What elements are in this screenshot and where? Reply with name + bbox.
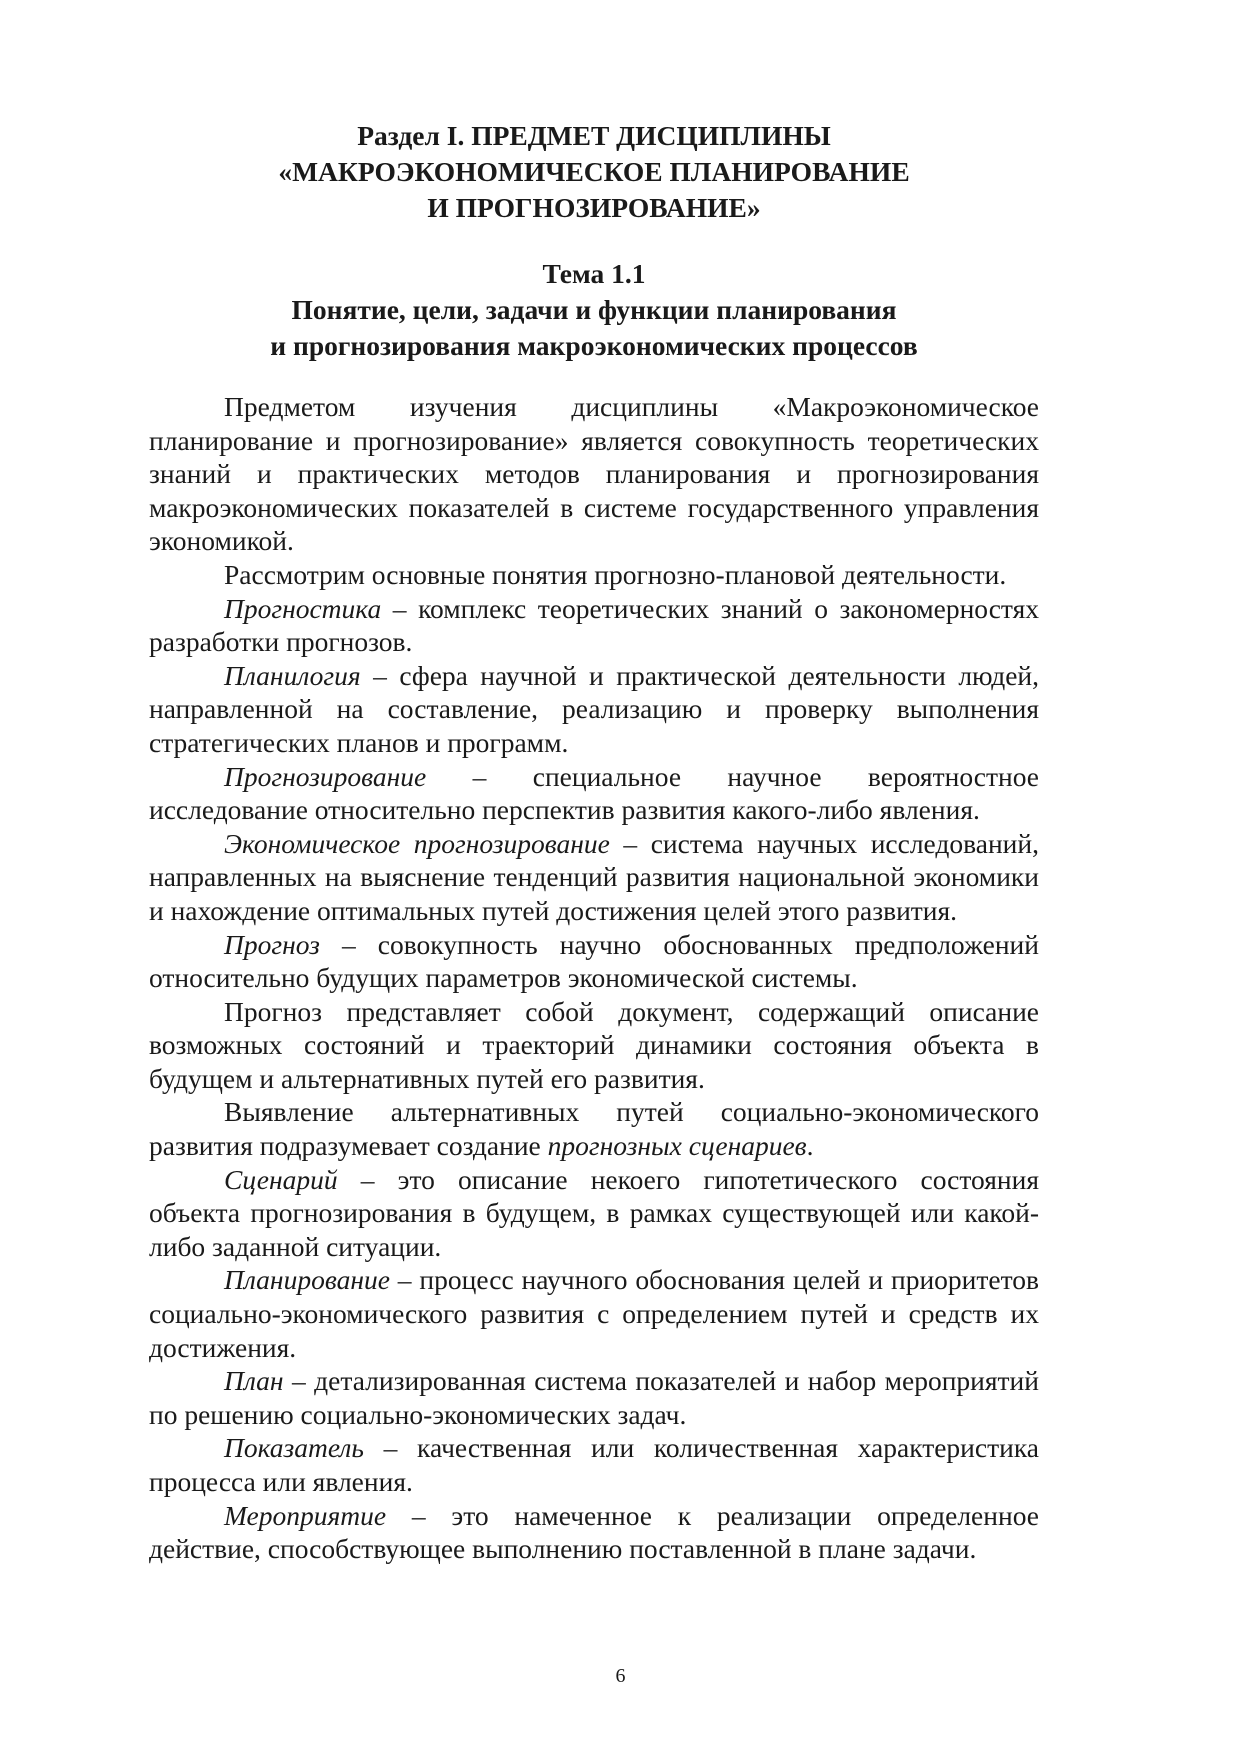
definition-paragraph <box>149 928 1039 995</box>
page-number: 6 <box>615 1665 626 1687</box>
topic-title-line: Понятие, цели, задачи и функции планирования <box>291 294 897 325</box>
definition-paragraph <box>149 760 1039 827</box>
paragraph-text: Прогноз представляет собой документ, содержащий описание возможных состояний и траекторий динамики состояния объекта в будущем и альтернативных путей его развития. <box>149 995 1039 1094</box>
defined-term: Прогностика <box>224 592 382 624</box>
topic-number: Тема 1.1 <box>542 258 646 289</box>
definition-paragraph <box>149 1263 1039 1364</box>
definition-paragraph <box>149 1163 1039 1264</box>
definition-paragraph <box>149 592 1039 659</box>
definition-text: – детализированная система показателей и набор мероприятий по решению социально-экономических задач. <box>149 1365 1039 1430</box>
paragraph <box>149 995 1039 1096</box>
definition-text: – специальное научное вероятностное исследование относительно перспектив развития какого-либо явления. <box>149 760 1039 826</box>
section-heading-line: И ПРОГНОЗИРОВАНИЕ» <box>427 192 761 223</box>
defined-term: Сценарий <box>224 1163 338 1195</box>
topic-heading <box>149 256 1039 364</box>
defined-term: Прогноз <box>224 928 320 960</box>
definition-text: – это намеченное к реализации определенное действие, способствующее выполнению поставленной в плане задачи. <box>149 1499 1039 1565</box>
italic-phrase: прогнозных сценариев <box>547 1130 807 1162</box>
paragraph-text: Выявление альтернативных путей социально-экономического развития подразумевает создание <box>149 1096 1039 1162</box>
definition-text: – процесс научного обоснования целей и приоритетов социально-экономического развития с определением путей и средств их достижения. <box>149 1264 1039 1363</box>
section-heading-line: Раздел I. ПРЕДМЕТ ДИСЦИПЛИНЫ <box>357 120 831 151</box>
paragraph-text: Рассмотрим основные понятия прогнозно-плановой деятельности. <box>224 558 1007 590</box>
defined-term: План <box>224 1365 284 1397</box>
definition-paragraph <box>149 1364 1039 1431</box>
defined-term: Планирование <box>224 1264 390 1296</box>
definition-paragraph <box>149 1499 1039 1566</box>
defined-term: Показатель <box>224 1432 364 1464</box>
paragraph-text: Предметом изучения дисциплины «Макроэкономическое планирование и прогнозирование» является совокупность теоретических знаний и практических методов планирования и прогнозирования макроэкономических показателей в системе государственного управления экономикой. <box>149 391 1039 557</box>
paragraph <box>149 390 1039 558</box>
definition-text: – это описание некоего гипотетического состояния объекта прогнозирования в будущем, в рамках существующей или какой-либо заданной ситуации. <box>149 1163 1039 1262</box>
defined-term: Планилогия <box>224 659 361 691</box>
topic-title-line: и прогнозирования макроэкономических процессов <box>270 330 918 361</box>
definition-text: – сфера научной и практической деятельности людей, направленной на составление, реализацию и проверку выполнения стратегических планов и программ. <box>149 659 1039 758</box>
section-heading <box>149 118 1039 226</box>
defined-term: Прогнозирование <box>224 760 427 792</box>
paragraph <box>149 1095 1039 1162</box>
paragraph-text-end: . <box>806 1130 814 1162</box>
section-heading-line: «МАКРОЭКОНОМИЧЕСКОЕ ПЛАНИРОВАНИЕ <box>278 156 910 187</box>
paragraph <box>149 558 1039 592</box>
definition-text: – комплекс теоретических знаний о закономерностях разработки прогнозов. <box>149 592 1039 658</box>
body-text <box>149 390 1039 1566</box>
definition-text: – качественная или количественная характеристика процесса или явления. <box>149 1432 1039 1497</box>
definition-paragraph <box>149 659 1039 760</box>
definition-paragraph <box>149 1431 1039 1498</box>
definition-paragraph <box>149 827 1039 928</box>
definition-text: – система научных исследований, направленных на выяснение тенденций развития национальной экономики и нахождение оптимальных путей достижения целей этого развития. <box>149 827 1039 926</box>
defined-term: Экономическое прогнозирование <box>224 827 610 859</box>
definition-text: – совокупность научно обоснованных предположений относительно будущих параметров экономической системы. <box>149 928 1039 994</box>
defined-term: Мероприятие <box>224 1499 387 1531</box>
